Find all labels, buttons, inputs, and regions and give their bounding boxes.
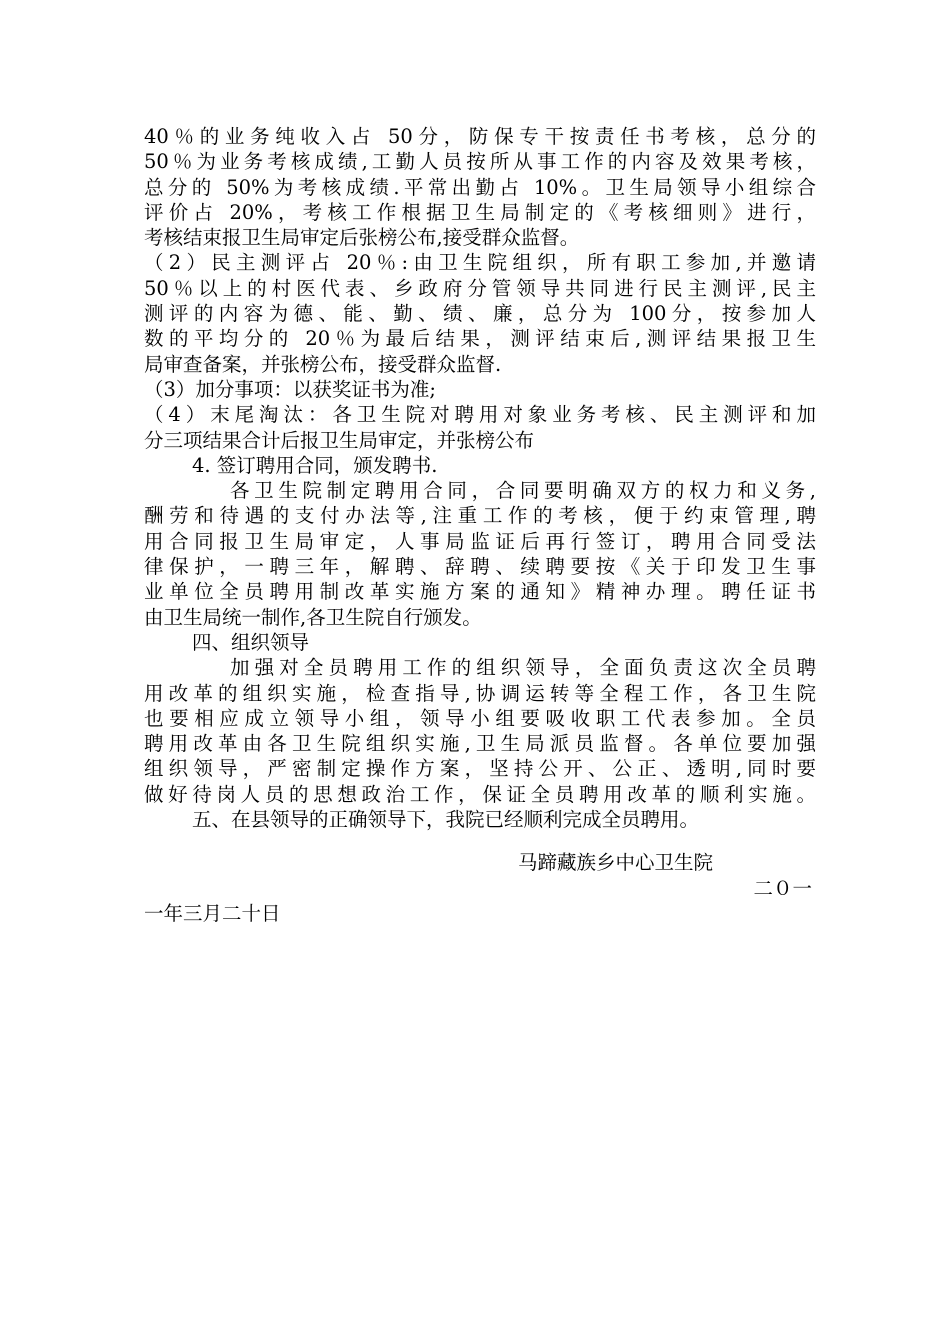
paragraph-line: 40％的业务纯收入占 50分，防保专干按责任书考核，总分的	[144, 125, 816, 148]
section-heading: 四、组织领导	[192, 630, 310, 654]
paragraph-line: 用合同报卫生局审定，人事局监证后再行签订，聘用合同受法	[144, 529, 816, 553]
document-body	[144, 124, 816, 926]
signature: 马蹄藏族乡中心卫生院	[518, 851, 714, 875]
paragraph-line: （3）加分事项：以获奖证书为准;	[144, 377, 436, 401]
paragraph-line: 用改革的组织实施，检查指导,协调运转等全程工作，各卫生院	[144, 681, 816, 705]
paragraph-line: 评价占 20%，考核工作根据卫生局制定的《考核细则》进行，	[144, 200, 816, 224]
paragraph-line: 局审查备案，并张榜公布，接受群众监督.	[144, 352, 502, 376]
paragraph-line: （4）末尾淘汰：各卫生院对聘用对象业务考核、民主测评和加	[144, 403, 816, 427]
paragraph-line: 50％以上的村医代表、乡政府分管领导共同进行民主测评,民主	[144, 276, 816, 300]
paragraph-line: 业单位全员聘用制改革实施方案的通知》精神办理。聘任证书	[144, 580, 816, 604]
section-heading: 4. 签订聘用合同，颁发聘书.	[192, 453, 438, 477]
paragraph-line: 分三项结果合计后报卫生局审定，并张榜公布	[144, 428, 535, 452]
date-part-1: 二０一	[753, 876, 812, 900]
paragraph-line: 加强对全员聘用工作的组织领导，全面负责这次全员聘	[230, 656, 816, 680]
paragraph-line: 由卫生局统一制作,各卫生院自行颁发。	[144, 605, 482, 629]
paragraph-line: 聘用改革由各卫生院组织实施,卫生局派员监督。各单位要加强	[144, 732, 816, 756]
date-part-2: 一年三月二十日	[144, 901, 281, 925]
paragraph-line: 测评的内容为德、能、勤、绩、廉，总分为 100分，按参加人	[144, 302, 816, 326]
paragraph-line: 各卫生院制定聘用合同，合同要明确双方的权力和义务,	[230, 479, 816, 503]
spacer	[144, 832, 816, 850]
paragraph-line: 酬劳和待遇的支付办法等,注重工作的考核，便于约束管理,聘	[144, 504, 816, 528]
paragraph-line: 50％为业务考核成绩,工勤人员按所从事工作的内容及效果考核，	[144, 150, 816, 174]
paragraph-line: 考核结束报卫生局审定后张榜公布,接受群众监督。	[144, 226, 580, 250]
paragraph-line: 数的平均分的 20％为最后结果，测评结束后,测评结果报卫生	[144, 327, 816, 351]
paragraph-line: 总分的 50%为考核成绩.平常出勤占 10%。卫生局领导小组综合	[144, 175, 816, 199]
section-heading: 五、在县领导的正确领导下，我院已经顺利完成全员聘用。	[192, 808, 700, 832]
paragraph-line: 律保护，一聘三年，解聘、辞聘、续聘要按《关于印发卫生事	[144, 555, 816, 579]
paragraph-line: 做好待岗人员的思想政治工作，保证全员聘用改革的顺利实施。	[144, 782, 816, 806]
paragraph-line: （2）民主测评占 20％:由卫生院组织，所有职工参加,并邀请	[144, 251, 816, 275]
paragraph-line: 也要相应成立领导小组，领导小组要吸收职工代表参加。全员	[144, 706, 816, 730]
paragraph-line: 组织领导，严密制定操作方案，坚持公开、公正、透明,同时要	[144, 757, 816, 781]
